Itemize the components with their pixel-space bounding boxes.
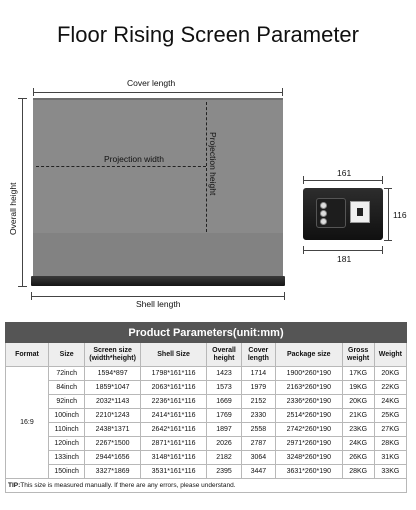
- overall-height-cell: 1423: [207, 367, 241, 381]
- tip-label: TIP:: [8, 482, 21, 489]
- cover-length-cell: 2787: [241, 437, 275, 451]
- box-height-tick-bottom: [384, 240, 392, 241]
- projection-height-line: [206, 102, 207, 232]
- shell-size-cell: 2871*161*116: [140, 437, 207, 451]
- overall-height-cell: 1573: [207, 381, 241, 395]
- box-depth-label: 181: [337, 254, 352, 264]
- box-height-tick-top: [384, 188, 392, 189]
- column-header: Package size: [276, 343, 343, 367]
- cover-length-cell: 2330: [241, 409, 275, 423]
- size-cell: 120inch: [48, 437, 84, 451]
- screen-size-cell: 2438*1371: [85, 423, 140, 437]
- box-height-label: 116: [393, 210, 407, 220]
- table-row: [6, 437, 407, 451]
- shell-size-cell: 2236*161*116: [140, 395, 207, 409]
- gross-weight-cell: 23KG: [342, 423, 374, 437]
- weight-cell: 22KG: [374, 381, 406, 395]
- weight-cell: 24KG: [374, 395, 406, 409]
- shell-size-cell: 2642*161*116: [140, 423, 207, 437]
- column-header: Overall height: [207, 343, 241, 367]
- cover-length-label: Cover length: [127, 78, 176, 88]
- projection-width-line: [36, 166, 206, 167]
- cover-length-tick-right: [282, 88, 283, 96]
- control-knob: [320, 218, 327, 225]
- column-header: Format: [6, 343, 49, 367]
- gross-weight-cell: 20KG: [342, 395, 374, 409]
- shell-size-cell: 3531*161*116: [140, 465, 207, 479]
- size-cell: 110inch: [48, 423, 84, 437]
- screen-size-cell: 1594*897: [85, 367, 140, 381]
- size-cell: 92inch: [48, 395, 84, 409]
- cover-length-cell: 3447: [241, 465, 275, 479]
- column-header: Gross weight: [342, 343, 374, 367]
- overall-height-cell: 1669: [207, 395, 241, 409]
- screen-size-cell: 2032*1143: [85, 395, 140, 409]
- overall-height-label: Overall height: [8, 182, 18, 235]
- cover-length-cell: 1714: [241, 367, 275, 381]
- shell-size-cell: 2414*161*116: [140, 409, 207, 423]
- table-row: [6, 381, 407, 395]
- table-row: [6, 451, 407, 465]
- screen-size-cell: 3327*1869: [85, 465, 140, 479]
- gross-weight-cell: 21KG: [342, 409, 374, 423]
- table-row: [6, 367, 407, 381]
- shell-size-cell: 2063*161*116: [140, 381, 207, 395]
- package-size-cell: 1900*260*190: [276, 367, 343, 381]
- screen-size-cell: 2210*1243: [85, 409, 140, 423]
- gross-weight-cell: 26KG: [342, 451, 374, 465]
- shell-size-cell: 1798*161*116: [140, 367, 207, 381]
- format-cell: 16:9: [6, 367, 49, 479]
- overall-height-tick-top: [18, 98, 27, 99]
- shell-length-tick-left: [31, 292, 32, 300]
- column-header: Shell Size: [140, 343, 207, 367]
- control-panel: [316, 198, 346, 228]
- cover-length-cell: 2558: [241, 423, 275, 437]
- projection-width-label: Projection width: [104, 154, 165, 164]
- gross-weight-cell: 19KG: [342, 381, 374, 395]
- box-height-line: [388, 188, 389, 240]
- overall-height-cell: 2026: [207, 437, 241, 451]
- overall-height-cell: 1769: [207, 409, 241, 423]
- overall-height-cell: 2182: [207, 451, 241, 465]
- box-width-tick-left: [303, 176, 304, 184]
- cover-length-cell: 3064: [241, 451, 275, 465]
- shell-length-line: [31, 296, 285, 297]
- gross-weight-cell: 17KG: [342, 367, 374, 381]
- power-socket-icon: [350, 201, 370, 223]
- table-row: [6, 409, 407, 423]
- screen-shell: [31, 276, 285, 286]
- size-cell: 150inch: [48, 465, 84, 479]
- box-depth-tick-right: [382, 246, 383, 254]
- shell-size-cell: 3148*161*116: [140, 451, 207, 465]
- package-size-cell: 2514*260*190: [276, 409, 343, 423]
- weight-cell: 33KG: [374, 465, 406, 479]
- screen-size-cell: 1859*1047: [85, 381, 140, 395]
- weight-cell: 20KG: [374, 367, 406, 381]
- box-width-line: [303, 180, 383, 181]
- box-depth-tick-left: [303, 246, 304, 254]
- screen-size-cell: 2944*1656: [85, 451, 140, 465]
- package-size-cell: 2336*260*190: [276, 395, 343, 409]
- cover-length-cell: 1979: [241, 381, 275, 395]
- page-title: Floor Rising Screen Parameter: [56, 22, 359, 47]
- box-width-tick-right: [382, 176, 383, 184]
- tip-note: [6, 479, 407, 493]
- package-size-cell: 2163*260*190: [276, 381, 343, 395]
- size-cell: 72inch: [48, 367, 84, 381]
- overall-height-tick-bottom: [18, 286, 27, 287]
- size-cell: 100inch: [48, 409, 84, 423]
- gross-weight-cell: 28KG: [342, 465, 374, 479]
- column-header: Cover length: [241, 343, 275, 367]
- size-cell: 133inch: [48, 451, 84, 465]
- screen-size-cell: 2267*1500: [85, 437, 140, 451]
- package-size-cell: 3631*260*190: [276, 465, 343, 479]
- table-row: [6, 395, 407, 409]
- end-box-image: [303, 188, 383, 240]
- column-header: Screen size (width*height): [85, 343, 140, 367]
- package-size-cell: 3248*260*190: [276, 451, 343, 465]
- table-row: [6, 465, 407, 479]
- box-width-label: 161: [337, 168, 352, 178]
- size-cell: 84inch: [48, 381, 84, 395]
- screen-lower-band: [33, 233, 283, 276]
- shell-length-label: Shell length: [136, 299, 181, 309]
- package-size-cell: 2742*260*190: [276, 423, 343, 437]
- tip-row: [6, 479, 407, 493]
- cover-length-tick-left: [33, 88, 34, 96]
- table-row: [6, 423, 407, 437]
- column-header: Size: [48, 343, 84, 367]
- weight-cell: 31KG: [374, 451, 406, 465]
- projection-height-label: Projection height: [208, 132, 218, 196]
- product-parameters-table: [5, 322, 407, 493]
- package-size-cell: 2971*260*190: [276, 437, 343, 451]
- box-depth-line: [303, 250, 383, 251]
- screen-diagram: [0, 70, 416, 315]
- weight-cell: 27KG: [374, 423, 406, 437]
- overall-height-cell: 1897: [207, 423, 241, 437]
- shell-length-tick-right: [284, 292, 285, 300]
- control-knob: [320, 210, 327, 217]
- weight-cell: 28KG: [374, 437, 406, 451]
- overall-height-line: [22, 98, 23, 286]
- control-knob: [320, 202, 327, 209]
- tip-text: This size is measured manually. If there are any errors, please understand.: [20, 482, 236, 489]
- weight-cell: 25KG: [374, 409, 406, 423]
- gross-weight-cell: 24KG: [342, 437, 374, 451]
- overall-height-cell: 2395: [207, 465, 241, 479]
- table-heading: Product Parameters(unit:mm): [6, 323, 407, 343]
- column-header: Weight: [374, 343, 406, 367]
- cover-length-line: [33, 92, 283, 93]
- cover-length-cell: 2152: [241, 395, 275, 409]
